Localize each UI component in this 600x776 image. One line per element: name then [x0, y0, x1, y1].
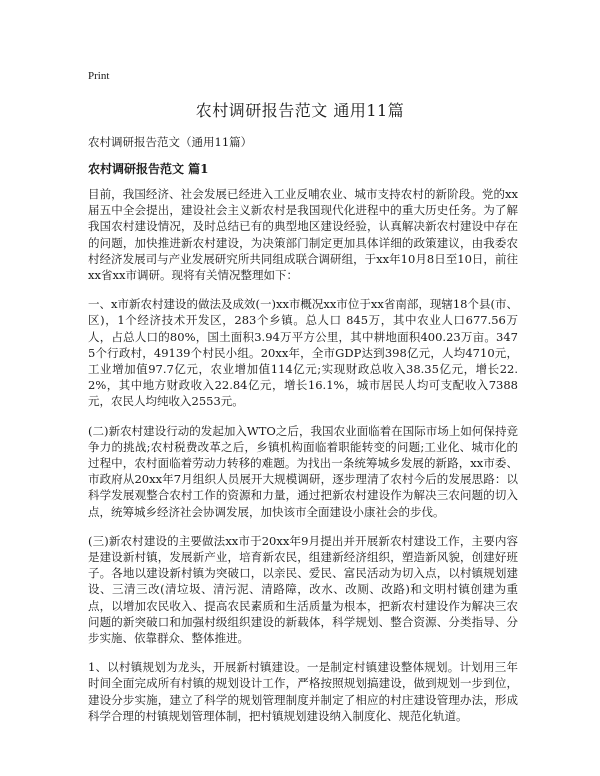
paragraph-initiative: (二)新农村建设行动的发起加入WTO之后，我国农业面临着在国际市场上如何保持竞争力的挑战;农村税费改革之后，乡镇机构面临着职能转变的问题;工业化、城市化的过程中，农村面临着劳动力转移的难题。为找出一条统筹城乡发展的新路，xx市委、市政府从20xx年7月组织人员展开大规模调研，逐步理清了农村今后的发展思路：以科学发展观整合农村工作的资源和力量，通过把新农村建设作为解决三农问题的切入点，统筹城乡经济社会协调发展，加快该市全面建设小康社会的步伐。	[88, 423, 518, 519]
print-label: Print	[88, 70, 110, 82]
document-body	[88, 186, 518, 734]
section-heading: 农村调研报告范文 篇1	[88, 162, 209, 176]
document-title: 农村调研报告范文 通用11篇	[195, 101, 405, 120]
document-subtitle: 农村调研报告范文（通用11篇）	[88, 135, 253, 149]
paragraph-overview: 一、x市新农村建设的做法及成效(一)xx市概况xx市位于xx省南部，现辖18个县(市、区)，1个经济技术开发区，283个乡镇。总人口 845万，其中农业人口677.56万人，占总人口的80%，国土面积3.94万平方公里，其中耕地面积400.23万亩。3475个行政村，49139个村民小组。20xx年，全市GDP达到398亿元，人均4710元，工业增加值97.7亿元，农业增加值114亿元;实现财政总收入38.35亿元，增长22.2%，其中地方财政收入22.84亿元，增长16.1%，城市居民人均可支配收入7388元，农民人均纯收入2553元。	[88, 297, 518, 409]
paragraph-practices: (三)新农村建设的主要做法xx市于20xx年9月提出并开展新农村建设工作，主要内容是建设新村镇，发展新产业，培育新农民，组建新经济组织，塑造新风貌，创建好班子。各地以建设新村镇为突破口，以亲民、爱民、富民活动为切入点，以村镇规划建设、三清三改(清垃圾、清污泥、清路障，改水、改厕、改路)和文明村镇创建为重点，以增加农民收入、提高农民素质和生活质量为根本，把新农村建设作为解决三农问题的新突破口和加强村级组织建设的新载体，科学规划、整合资源、分类指导、分步实施、依靠群众、整体推进。	[88, 533, 518, 646]
paragraph-intro: 目前，我国经济、社会发展已经进入工业反哺农业、城市支持农村的新阶段。党的xx届五中全会提出，建设社会主义新农村是我国现代化进程中的重大历史任务。为了解我国农村建设情况，及时总结已有的典型地区建设经验，认真解决新农村建设中存在的问题，加快推进新农村建设，为决策部门制定更加具体详细的政策建议，由我委农村经济发展司与产业发展研究所共同组成联合调研组，于xx年10月8日至10日，前往xx省xx市调研。现将有关情况整理如下：	[88, 187, 518, 283]
paragraph-planning: 1、以村镇规划为龙头，开展新村镇建设。一是制定村镇建设整体规划。计划用三年时间全面完成所有村镇的规划设计工作，严格按照规划搞建设，做到规划一步到位，建设分步实施，建立了科学的规划管理制度并制定了相应的村庄建设管理办法，形成科学合理的村镇规划管理体制，把村镇规划建设纳入制度化、规范化轨道。	[88, 660, 518, 723]
